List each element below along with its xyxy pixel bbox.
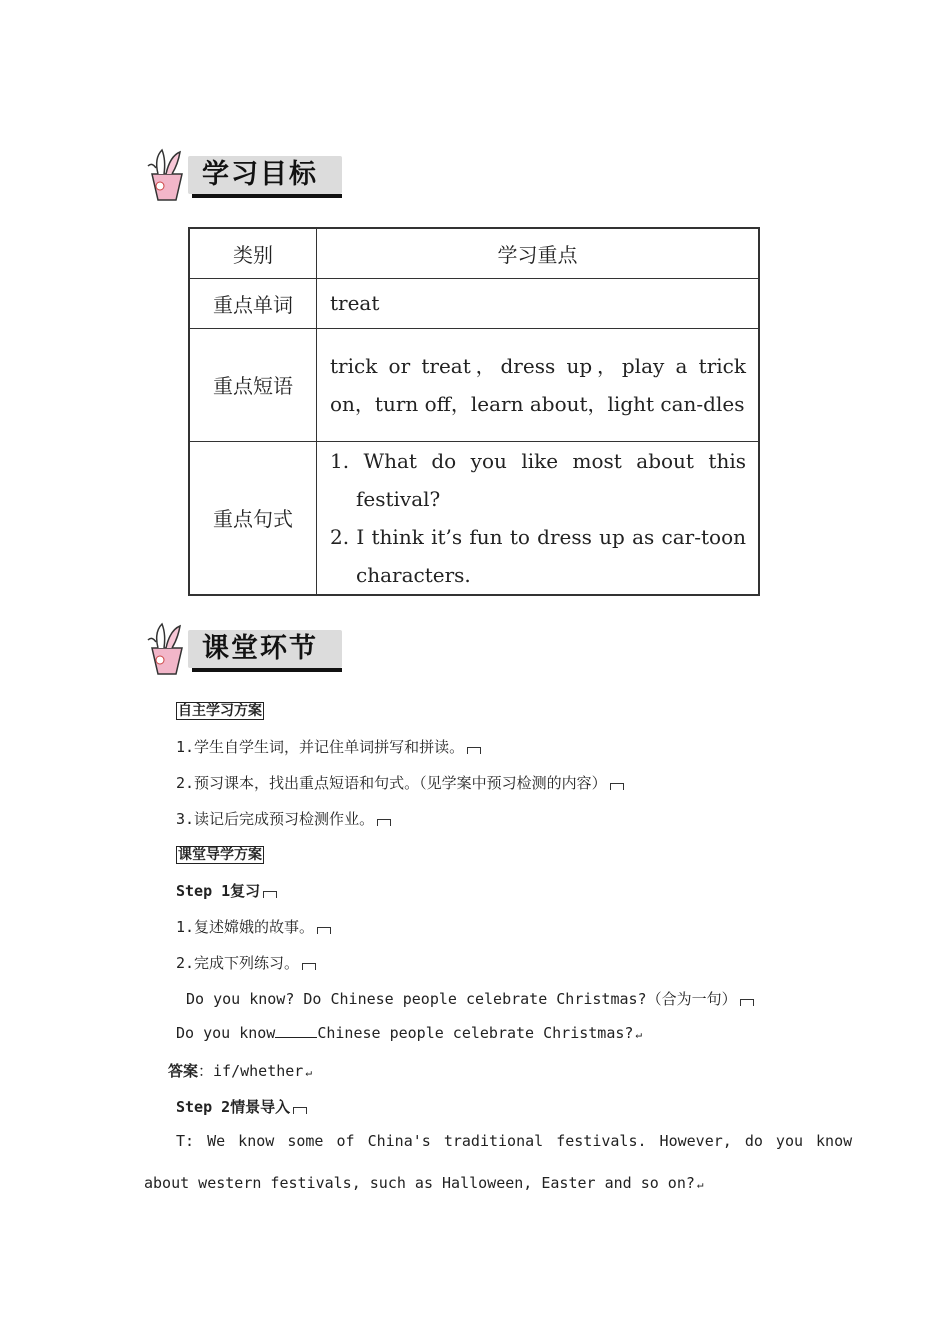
paragraph-mark-icon: [467, 747, 481, 754]
row-content-sentences: [317, 441, 760, 595]
paragraph-mark-icon: [263, 891, 277, 898]
answer-label: 答案: [168, 1062, 199, 1080]
paragraph-mark-icon: [377, 819, 391, 826]
table-row: [189, 441, 759, 595]
exercise-fill-blank: Do you know Chinese people celebrate Christmas? ↵: [176, 1024, 643, 1042]
header-category: 类别: [189, 228, 317, 278]
row-content-phrases: trick or treat，dress up，play a trick on，turn off，learn about，light can-dles: [317, 328, 760, 441]
list-item: 2.完成下列练习。: [176, 952, 316, 973]
paragraph-mark-icon: [740, 999, 754, 1006]
row-category-phrases: 重点短语: [189, 328, 317, 441]
table-row: [189, 278, 759, 328]
flower-pot-icon: [142, 146, 202, 206]
section-banner-class: [142, 620, 352, 682]
row-category-words: 重点单词: [189, 278, 317, 328]
answer-blank: [275, 1025, 317, 1038]
step1-title: Step 1复习: [176, 880, 277, 901]
teacher-line: T: We know some of China's traditional festivals. However, do you know: [176, 1132, 853, 1150]
study-goals-table: [188, 227, 760, 596]
row-content-words: treat: [317, 278, 760, 328]
line-break-icon: ↵: [696, 1178, 704, 1191]
banner-underline: [192, 194, 342, 198]
list-item: 3.读记后完成预习检测作业。: [176, 808, 391, 829]
paragraph-mark-icon: [610, 783, 624, 790]
exercise-question: Do you know? Do Chinese people celebrate Christmas?（合为一句）: [186, 988, 754, 1009]
line-break-icon: ↵: [635, 1028, 643, 1041]
list-item: 2.预习课本，找出重点短语和句式。（见学案中预习检测的内容）: [176, 772, 624, 793]
answer-line: 答案：if/whether ↵: [168, 1062, 312, 1080]
table-row: [189, 328, 759, 441]
step2-title: Step 2情景导入: [176, 1096, 307, 1117]
section-title-class: 课堂环节: [202, 633, 318, 664]
table-header-row: [189, 228, 759, 278]
list-item: 1.学生自学生词，并记住单词拼写和拼读。: [176, 736, 481, 757]
banner-underline: [192, 668, 342, 672]
section-title-goals: 学习目标: [202, 159, 318, 190]
row-category-sentences: 重点句式: [189, 441, 317, 595]
guided-heading: 课堂导学方案: [178, 847, 262, 863]
section-banner-goals: [142, 146, 352, 208]
teacher-line-continued: about western festivals, such as Halloween, Easter and so on? ↵: [144, 1174, 704, 1192]
header-focus: 学习重点: [317, 228, 760, 278]
flower-pot-icon: [142, 620, 202, 680]
paragraph-mark-icon: [293, 1107, 307, 1114]
self-study-heading: 自主学习方案: [178, 703, 262, 719]
line-break-icon: ↵: [305, 1066, 312, 1079]
paragraph-mark-icon: [302, 963, 316, 970]
sentence-item: 1. What do you like most about this festival?: [330, 448, 746, 511]
list-item: 1.复述嫦娥的故事。: [176, 916, 331, 937]
paragraph-mark-icon: [317, 927, 331, 934]
sentence-item: 2. I think it’s fun to dress up as car-toon characters.: [330, 524, 746, 587]
